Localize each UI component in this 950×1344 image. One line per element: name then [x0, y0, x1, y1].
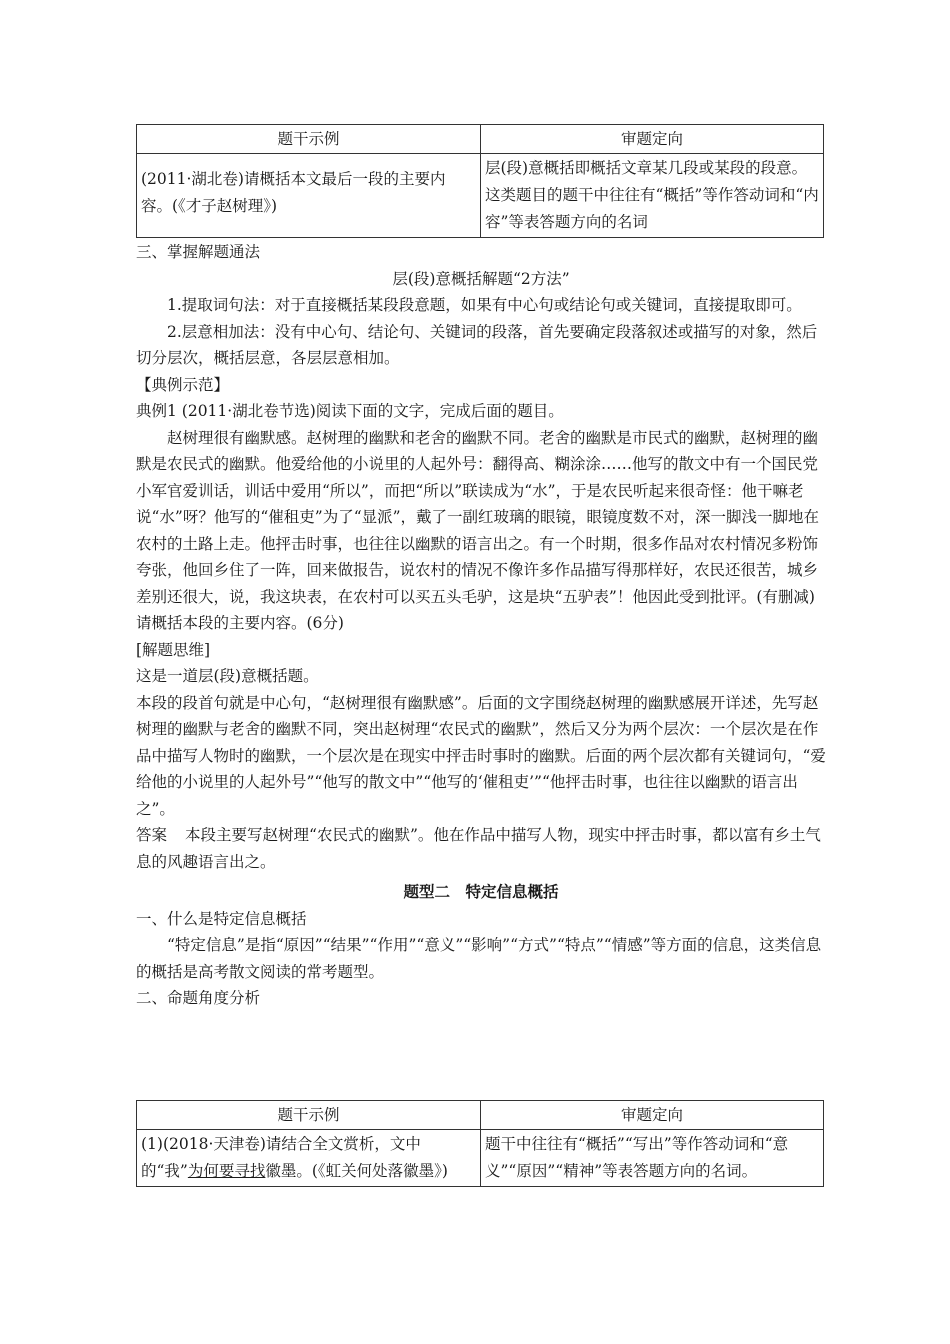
- question-table-2: [136, 1100, 824, 1187]
- passage: 赵树理很有幽默感。赵树理的幽默和老舍的幽默不同。老舍的幽默是市民式的幽默，赵树理的幽默是农民式的幽默。他爱给他的小说里的人起外号：翻得高、糊涂涂……他写的散文中有一个国民党小军官爱训话，训话中爱用“所以”，而把“所以”联读成为“水”，于是农民听起来很奇怪：他干嘛老说“水”呀？他写的“催租吏”为了“显派”，戴了一副红玻璃的眼镜，眼镜度数不对，深一脚浅一脚地在农村的土路上走。他抨击时事，也往往以幽默的语言出之。有一个时期，很多作品对农村情况多粉饰夸张，他回乡住了一阵，回来做报告，说农村的情况不像许多作品描写得那样好，农民还很苦，城乡差别还很大，说，我这块表，在农村可以买五头毛驴，这是块“五驴表”！他因此受到批评。(有删减): [136, 428, 820, 606]
- table-cell: 层(段)意概括即概括文章某几段或某段的段意。这类题目的题干中往往有“概括”等作答动词和“内容”等表答题方向的名词: [481, 154, 824, 238]
- table-header-cell: 题干示例: [137, 1101, 481, 1130]
- answer: [136, 822, 826, 875]
- table-header-row: [137, 1101, 824, 1130]
- table-row: [137, 1130, 824, 1187]
- table-header-cell: 题干示例: [137, 125, 481, 154]
- table-cell: (1)(2018·天津卷)请结合全文赏析，文中的“我”为何要寻找徽墨。(《虹关何处落徽墨》): [137, 1130, 481, 1187]
- thinking-1: 这是一道层(段)意概括题。: [136, 667, 319, 685]
- section-heading: 二、命题角度分析: [136, 989, 261, 1007]
- type2-title: 题型二 特定信息概括: [403, 882, 559, 901]
- table-row: [137, 154, 824, 238]
- answer-label: 答案: [136, 826, 168, 844]
- question: 请概括本段的主要内容。(6分): [136, 614, 344, 632]
- method-title: 层(段)意概括解题“2方法”: [392, 269, 570, 288]
- table-header-cell: 审题定向: [481, 125, 824, 154]
- section-heading: 三、掌握解题通法: [136, 243, 261, 261]
- table-cell: 题干中往往有“概括”“写出”等作答动词和“意义”“原因”“精神”等表答题方向的名词。: [481, 1130, 824, 1187]
- example-intro: 典例1 (2011·湖北卷节选)阅读下面的文字，完成后面的题目。: [136, 402, 564, 420]
- answer-text: 本段主要写赵树理“农民式的幽默”。他在作品中描写人物，现实中抨击时事，都以富有乡土气息的风趣语言出之。: [136, 826, 821, 871]
- question-table-1: [136, 124, 824, 238]
- table-cell: (2011·湖北卷)请概括本文最后一段的主要内容。(《才子赵树理》): [137, 154, 481, 238]
- thinking-2: 本段的段首句就是中心句，“赵树理很有幽默感”。后面的文字围绕赵树理的幽默感展开详述，先写赵树理的幽默与老舍的幽默不同，突出赵树理“农民式的幽默”，然后又分为两个层次：一个层次是在作品中描写人物时的幽默，一个层次是在现实中抨击时事时的幽默。后面的两个层次都有关键词句，“爱给他的小说里的人起外号”“他写的散文中”“他写的‘催租吏’”“他抨击时事，也往往以幽默的语言出之”。: [136, 693, 826, 818]
- method-1: 1.提取词句法：对于直接概括某段段意题，如果有中心句或结论句或关键词，直接提取即可。: [167, 296, 802, 314]
- method-2: 2.层意相加法：没有中心句、结论句、关键词的段落，首先要确定段落叙述或描写的对象，然后切分层次，概括层意，各层层意相加。: [136, 322, 818, 367]
- table-header-row: [137, 125, 824, 154]
- section-text: “特定信息”是指“原因”“结果”“作用”“意义”“影响”“方式”“特点”“情感”等方面的信息，这类信息的概括是高考散文阅读的常考题型。: [136, 936, 822, 981]
- content-block-1: [136, 239, 826, 1012]
- section-heading: 一、什么是特定信息概括: [136, 909, 307, 928]
- table-header-cell: 审题定向: [481, 1101, 824, 1130]
- thinking-tag: [解题思维]: [136, 640, 211, 659]
- example-tag: 【典例示范】: [136, 375, 230, 394]
